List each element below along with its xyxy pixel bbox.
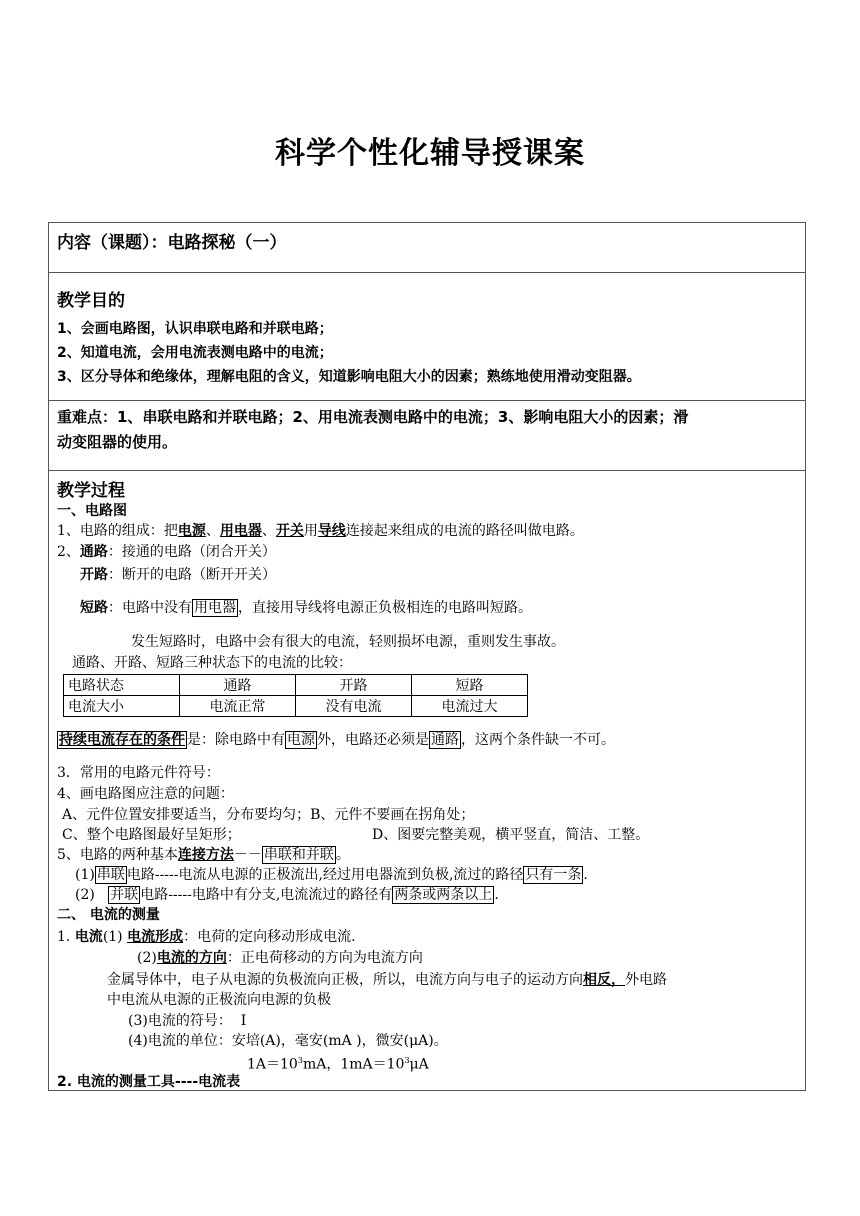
short-circuit-note: 发生短路时，电路中会有很大的电流，轻则损坏电源，重则发生事故。 (131, 634, 565, 650)
text: 5、电路的两种基本 (57, 847, 178, 863)
table-cell: 没有电流 (296, 696, 412, 717)
text: 金属导体中，电子从电源的负极流向正极，所以，电流方向与电子的运动方向 (107, 972, 583, 988)
text: ：正电荷移动的方向为电流方向 (226, 950, 423, 966)
table-cell: 通路 (180, 675, 296, 696)
text: ：接通的电路（闭合开关） (107, 544, 276, 560)
text: 是：除电路中有 (187, 732, 285, 748)
keyword-closed-circuit: 通路 (79, 544, 108, 560)
text: ：断开的电路（断开开关） (108, 567, 276, 583)
comparison-caption: 通路、开路、短路三种状态下的电流的比较： (72, 655, 352, 671)
text: (2) (137, 950, 157, 966)
boxed-closed: 通路 (431, 732, 459, 748)
drawing-note-c: C、整个电路图最好呈矩形； (62, 827, 241, 843)
drawing-note-ab: A、元件位置安排要适当，分布要均匀；B、元件不要画在拐角处； (62, 807, 475, 823)
text: (1) (75, 867, 95, 883)
process-heading: 教学过程 (57, 481, 125, 501)
text: 电路-----电流从电源的正极流出,经过用电器流到负极,流过的路径 (126, 867, 524, 883)
text: 外，电路还必须是 (317, 732, 429, 748)
boxed-series: 串联 (96, 867, 125, 883)
boxed-power: 电源 (287, 732, 315, 748)
current-symbol-line (128, 1012, 246, 1030)
key-points-line: 重难点：1、串联电路和并联电路；2、用电流表测电路中的电流；3、影响电阻大小的因素；滑 (57, 408, 689, 426)
text: mA，1mA＝10 (302, 1056, 405, 1073)
drawing-note-d: D、图要完整美观，横平竖直，简洁、工整。 (372, 827, 650, 843)
circuit-composition (57, 522, 584, 540)
keyword-open-circuit: 开路 (80, 567, 108, 583)
boxed-parallel: 并联 (110, 887, 139, 903)
text: 、 (205, 523, 220, 539)
boxed-appliance: 用电器 (194, 600, 236, 616)
text: (2) (75, 887, 95, 903)
current-condition-line (57, 731, 615, 749)
closed-circuit-line (57, 543, 276, 561)
parallel-line (75, 886, 499, 904)
boxed-two-or-more: 两条或两条以上 (394, 887, 493, 903)
text: －－ (233, 847, 262, 863)
keyword-wire: 导线 (317, 523, 346, 539)
topic-heading: 内容（课题）：电路探秘（一） (57, 233, 287, 253)
table-row (64, 696, 528, 717)
open-circuit-line (80, 566, 276, 584)
text: ，直接用导线将电源正负极相连的电路叫短路。 (238, 600, 532, 616)
drawing-notes-line: 4、画电路图应注意的问题： (57, 786, 234, 802)
current-direction-line (137, 949, 423, 967)
text: 外电路 (625, 972, 667, 988)
current-formation-line (57, 928, 356, 946)
text: μA (409, 1056, 429, 1073)
text: 。 (335, 847, 350, 863)
connection-methods-line (57, 846, 350, 864)
divider (48, 400, 806, 401)
text: ：电荷的定向移动形成电流. (183, 929, 356, 945)
table-cell: 电流正常 (180, 696, 296, 717)
symbols-line: 3．常用的电路元件符号： (57, 765, 220, 781)
table-cell: 电流过大 (412, 696, 528, 717)
page-title: 科学个性化辅导授课案 (275, 136, 585, 171)
objectives-heading: 教学目的 (57, 291, 125, 311)
boxed-condition: 持续电流存在的条件 (59, 732, 185, 748)
keyword-switch: 开关 (275, 523, 304, 539)
objective-item: 3、区分导体和绝缘体，理解电阻的含义，知道影响电阻大小的因素；熟练地使用滑动变阻器。 (57, 369, 641, 385)
keyword-appliance: 用电器 (219, 523, 262, 539)
section-heading: 二、 电流的测量 (57, 907, 160, 923)
text: (3)电流的符号： (128, 1013, 232, 1029)
text: 1. (57, 929, 75, 945)
unit-conversion-line (247, 1052, 429, 1074)
keyword-current: 电流 (74, 929, 103, 945)
text: 2、 (57, 544, 80, 560)
divider (48, 470, 806, 471)
text: 1、电路的组成：把 (57, 523, 178, 539)
text: 、 (261, 523, 276, 539)
ammeter-line: 2. 电流的测量工具----电流表 (57, 1074, 241, 1090)
external-circuit-line: 中电流从电源的正极流向电源的负极 (107, 992, 331, 1008)
text: . (494, 887, 499, 903)
keyword-opposite: 相反， (583, 972, 625, 988)
boxed-series-parallel: 串联和并联 (263, 847, 334, 863)
text: 电路-----电路中有分支,电流流过的路径有 (140, 887, 393, 903)
electron-direction-line (107, 971, 667, 989)
text: 1A＝10 (247, 1056, 298, 1073)
series-line (75, 866, 588, 884)
table-cell: 电流大小 (64, 696, 180, 717)
boxed-only-one: 只有一条 (525, 867, 582, 883)
text: 连接起来组成的电流的路径叫做电路。 (345, 523, 584, 539)
objective-item: 1、会画电路图，认识串联电路和并联电路； (57, 321, 333, 337)
section-heading: 一、电路图 (57, 503, 127, 519)
objective-item: 2、知道电流，会用电流表测电路中的电流； (57, 345, 333, 361)
current-symbol: I (240, 1013, 247, 1029)
text: . (583, 867, 588, 883)
keyword-short-circuit: 短路 (80, 600, 108, 616)
keyword-current-direction: 电流的方向 (156, 950, 227, 966)
table-cell: 开路 (296, 675, 412, 696)
text: 用 (303, 523, 318, 539)
text: ：电路中没有 (108, 600, 192, 616)
table-row (64, 675, 528, 696)
table-cell: 电路状态 (64, 675, 180, 696)
current-comparison-table (63, 674, 528, 717)
current-units-line: (4)电流的单位：安培(A)，毫安(mA )，微安(μA)。 (128, 1033, 448, 1049)
superscript: 3 (404, 1056, 410, 1065)
text: ，这两个条件缺一不可。 (461, 732, 615, 748)
text: (1) (102, 929, 128, 945)
key-points-line: 动变阻器的使用。 (57, 433, 178, 451)
keyword-power-source: 电源 (177, 523, 206, 539)
divider (48, 272, 806, 273)
keyword-connection: 连接方法 (177, 847, 234, 863)
short-circuit-line (80, 599, 532, 617)
table-cell: 短路 (412, 675, 528, 696)
keyword-current-formation: 电流形成 (127, 929, 184, 945)
superscript: 3 (297, 1056, 303, 1065)
